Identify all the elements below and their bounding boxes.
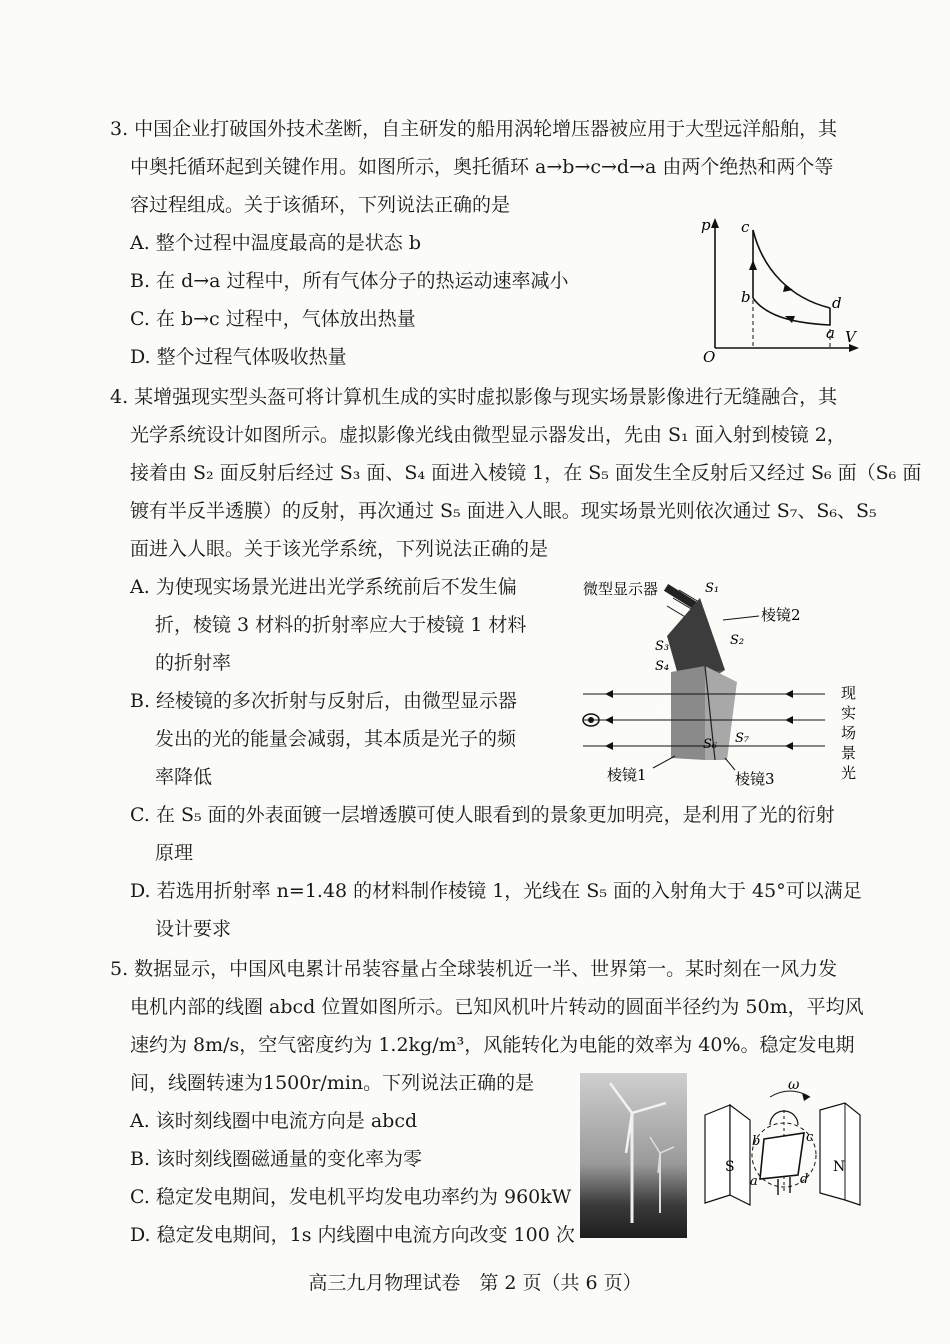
origin-label: O [703, 348, 716, 366]
v-axis-label: V [845, 328, 856, 346]
q4-option-b-3: 率降低 [155, 766, 213, 788]
q5-option-c: C. 稳定发电期间，发电机平均发电功率约为 960kW [130, 1186, 572, 1208]
scene-label-2: 实 [841, 704, 857, 722]
q4-stem-line-2: 光学系统设计如图所示。虚拟影像光线由微型显示器发出，先由 S₁ 面入射到棱镜 2， [130, 424, 846, 446]
q5-option-d: D. 稳定发电期间，1s 内线圈中电流方向改变 100 次 [130, 1224, 575, 1246]
prism3-label: 棱镜3 [735, 770, 775, 788]
q4-stem-line-4: 镀有半反半透膜）的反射，再次通过 S₅ 面进入人眼。现实场景光则依次通过 S₇、S₆、S₅ [130, 500, 877, 522]
q5-generator-diagram [700, 1075, 875, 1210]
coil-d: d [800, 1172, 809, 1187]
q3-option-b: B. 在 d→a 过程中，所有气体分子的热运动速率减小 [130, 270, 569, 292]
point-c: c [741, 218, 750, 236]
p-axis-label: p [701, 216, 711, 234]
q3-option-a: A. 整个过程中温度最高的是状态 b [130, 232, 422, 254]
q4-stem-line-1: 4. 某增强现实型头盔可将计算机生成的实时虚拟影像与现实场景影像进行无缝融合，其 [110, 386, 838, 408]
q4-option-a-1: A. 为使现实场景光进出光学系统前后不发生偏 [130, 576, 517, 598]
magnet-s-label: S [725, 1159, 735, 1175]
q4-optical-diagram [575, 570, 865, 800]
q4-stem-line-5: 面进入人眼。关于该光学系统，下列说法正确的是 [130, 538, 549, 560]
scene-label-5: 光 [841, 764, 857, 782]
q3-option-c: C. 在 b→c 过程中，气体放出热量 [130, 308, 416, 330]
scene-label-4: 景 [841, 744, 857, 762]
micro-display-label: 微型显示器 [583, 580, 659, 598]
q4-option-b-2: 发出的光的能量会减弱，其本质是光子的频 [155, 728, 517, 750]
prism2-label: 棱镜2 [761, 606, 801, 624]
scene-label-3: 场 [841, 724, 857, 742]
surface-s6: S₆ [703, 737, 718, 752]
q5-stem-line-3: 速约为 8m/s，空气密度约为 1.2kg/m³，风能转化为电能的效率为 40%。稳定发电期 [130, 1034, 855, 1056]
point-a: a [826, 324, 835, 342]
surface-s3: S₃ [655, 639, 670, 654]
q4-option-d-1: D. 若选用折射率 n=1.48 的材料制作棱镜 1，光线在 S₅ 面的入射角大于 45°可以满足 [130, 880, 862, 902]
q4-option-a-3: 的折射率 [155, 652, 232, 674]
scene-label-1: 现 [841, 684, 857, 702]
q5-stem-line-4: 间，线圈转速为1500r/min。下列说法正确的是 [130, 1072, 535, 1094]
q3-option-d: D. 整个过程气体吸收热量 [130, 346, 347, 368]
q5-option-a: A. 该时刻线圈中电流方向是 abcd [130, 1110, 418, 1132]
q5-stem-line-1: 5. 数据显示，中国风电累计吊装容量占全球装机近一半、世界第一。某时刻在一风力发 [110, 958, 838, 980]
wind-turbine-photo [580, 1073, 687, 1238]
coil-a: a [750, 1174, 758, 1189]
coil-c: c [806, 1130, 814, 1145]
magnet-n-label: N [833, 1159, 846, 1175]
surface-s5: S₅ [657, 707, 672, 722]
q4-stem-line-3: 接着由 S₂ 面反射后经过 S₃ 面、S₄ 面进入棱镜 1，在 S₅ 面发生全反射后又经过 S₆ 面（S₆ 面 [130, 462, 922, 484]
prism1-label: 棱镜1 [607, 766, 647, 784]
q3-stem-line-3: 容过程组成。关于该循环，下列说法正确的是 [130, 194, 511, 216]
coil-b: b [752, 1134, 761, 1149]
q4-option-a-2: 折，棱镜 3 材料的折射率应大于棱镜 1 材料 [155, 614, 527, 636]
q3-stem-line-2: 中奥托循环起到关键作用。如图所示，奥托循环 a→b→c→d→a 由两个绝热和两个等 [130, 156, 834, 178]
point-b: b [741, 288, 751, 306]
surface-s1: S₁ [705, 581, 720, 596]
surface-s4: S₄ [655, 659, 670, 674]
point-d: d [832, 294, 842, 312]
q4-option-c-2: 原理 [155, 842, 194, 864]
q5-stem-line-2: 电机内部的线圈 abcd 位置如图所示。已知风机叶片转动的圆面半径约为 50m，平均风 [130, 996, 864, 1018]
q5-option-b: B. 该时刻线圈磁通量的变化率为零 [130, 1148, 423, 1170]
surface-s2: S₂ [730, 633, 745, 648]
q4-option-b-1: B. 经棱镜的多次折射与反射后，由微型显示器 [130, 690, 518, 712]
q4-option-d-2: 设计要求 [155, 918, 232, 940]
q4-option-c-1: C. 在 S₅ 面的外表面镀一层增透膜可使人眼看到的景象更加明亮，是利用了光的衍射 [130, 804, 835, 826]
q3-stem-line-1: 3. 中国企业打破国外技术垄断，自主研发的船用涡轮增压器被应用于大型远洋船舶，其 [110, 118, 838, 140]
page-footer: 高三九月物理试卷 第 2 页（共 6 页） [308, 1272, 642, 1294]
surface-s7: S₇ [735, 731, 750, 746]
q3-pv-diagram [695, 210, 865, 370]
omega-label: ω [788, 1077, 800, 1093]
